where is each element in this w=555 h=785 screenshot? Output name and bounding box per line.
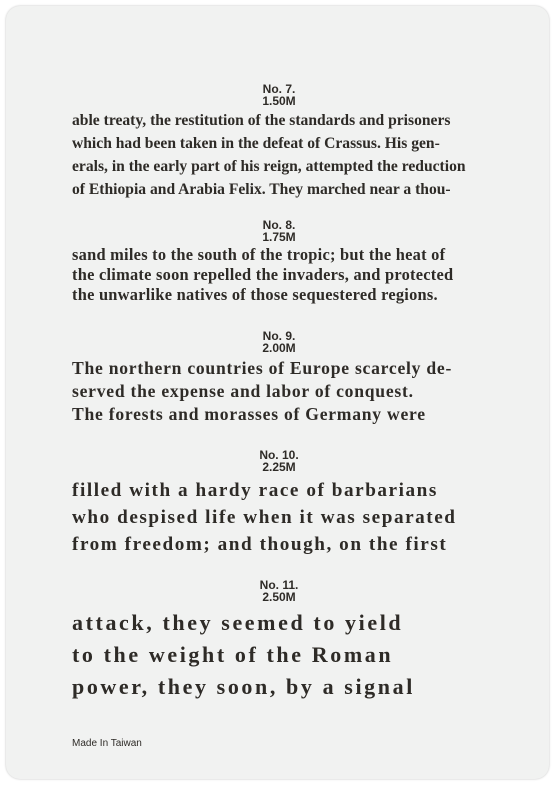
block-text bbox=[72, 357, 486, 426]
text-line: power, they soon, by a signal bbox=[72, 674, 415, 699]
text-line: attack, they seemed to yield bbox=[72, 610, 404, 635]
text-line: erals, in the early part of his reign, attempted the reduction bbox=[72, 158, 466, 175]
block-text bbox=[72, 477, 486, 558]
block-text bbox=[72, 109, 486, 201]
text-line: The forests and morasses of Germany were bbox=[72, 404, 426, 424]
block-size: 2.25M bbox=[262, 460, 296, 474]
text-block-no-10 bbox=[72, 449, 486, 558]
made-in-label: Made In Taiwan bbox=[72, 738, 142, 749]
reading-card bbox=[6, 6, 549, 779]
text-block-no-7 bbox=[72, 83, 486, 201]
text-line: the climate soon repelled the invaders, and protected bbox=[72, 265, 454, 284]
text-line: The northern countries of Europe scarcely de- bbox=[72, 358, 453, 378]
block-number: No. 7. bbox=[262, 82, 296, 96]
text-line: filled with a hardy race of barbarians bbox=[72, 480, 438, 501]
block-number: No. 8. bbox=[262, 218, 296, 232]
block-size: 1.50M bbox=[262, 94, 296, 108]
text-line: who despised life when it was separated bbox=[72, 507, 457, 528]
text-line: served the expense and labor of conquest. bbox=[72, 381, 414, 401]
text-block-no-11 bbox=[72, 579, 486, 703]
text-line: able treaty, the restitution of the standards and prisoners bbox=[72, 112, 451, 129]
text-line: to the weight of the Roman bbox=[72, 642, 394, 667]
block-number: No. 10. bbox=[259, 448, 299, 462]
text-line: sand miles to the south of the tropic; but the heat of bbox=[72, 245, 446, 264]
text-line: the unwarlike natives of those sequestered regions. bbox=[72, 285, 438, 304]
block-size: 2.50M bbox=[262, 590, 296, 604]
block-number: No. 11. bbox=[259, 578, 299, 592]
text-block-no-8 bbox=[72, 219, 486, 305]
block-number: No. 9. bbox=[262, 329, 296, 343]
block-text bbox=[72, 607, 486, 703]
block-size: 1.75M bbox=[262, 230, 296, 244]
block-text bbox=[72, 245, 486, 305]
text-block-no-9 bbox=[72, 330, 486, 426]
block-size: 2.00M bbox=[262, 341, 296, 355]
text-line: from freedom; and though, on the first bbox=[72, 534, 448, 555]
text-line: which had been taken in the defeat of Crassus. His gen- bbox=[72, 135, 440, 152]
text-line: of Ethiopia and Arabia Felix. They marched near a thou- bbox=[72, 181, 451, 198]
